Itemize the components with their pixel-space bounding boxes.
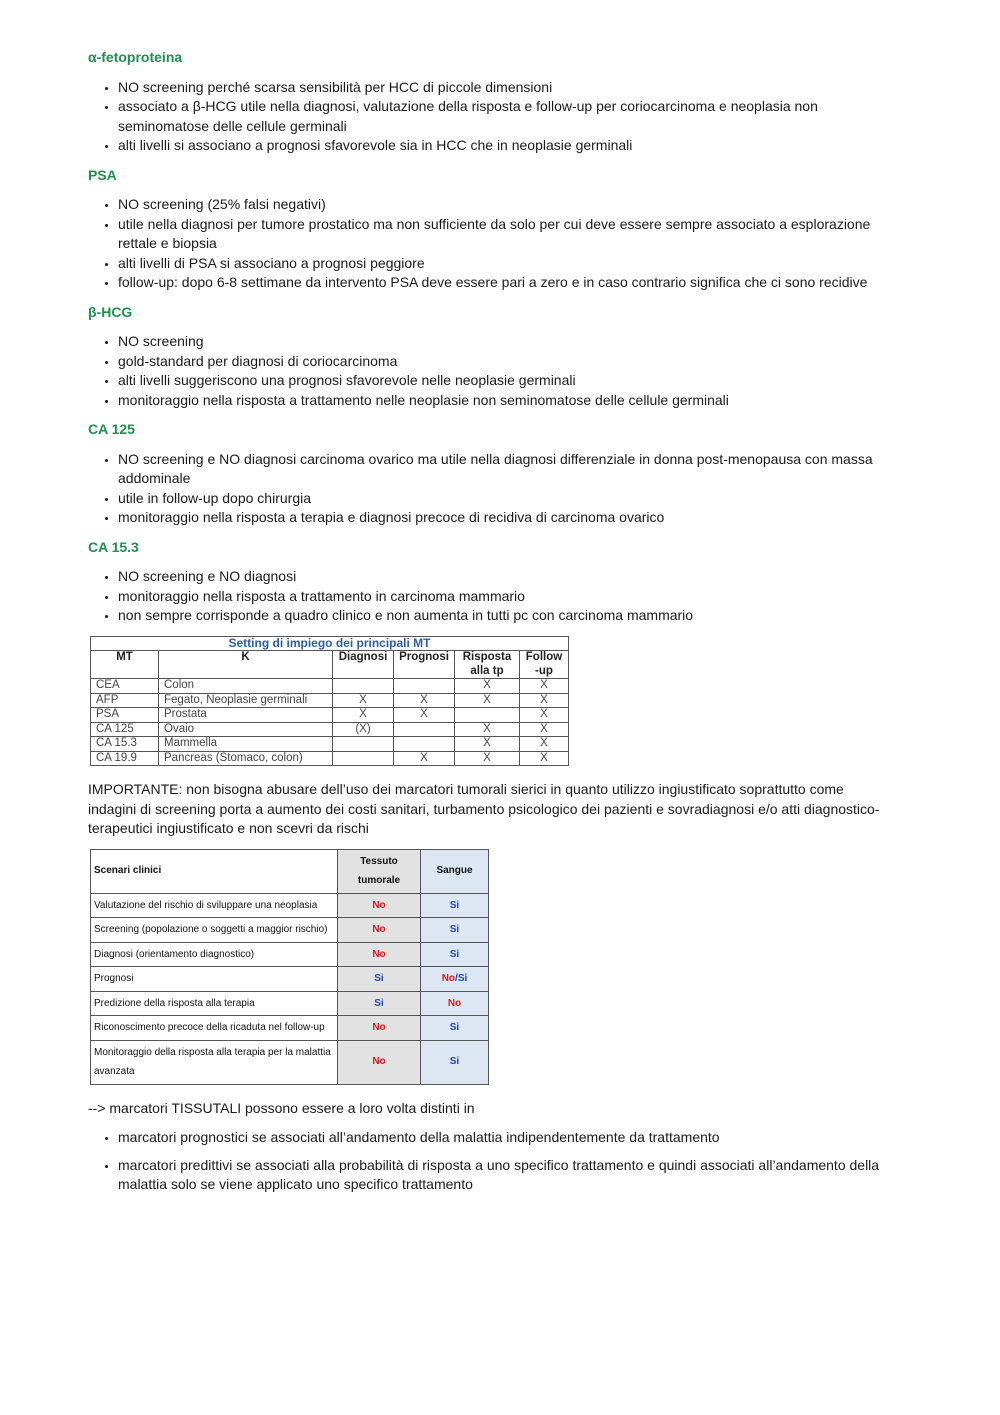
table-cell: X [520, 708, 569, 723]
table-cell [333, 751, 394, 766]
table-caption: Setting di impiego dei principali MT [91, 636, 569, 651]
column-header: Sangue [421, 849, 489, 893]
document-page [88, 44, 888, 1205]
list-item: • monitoraggio nella risposta a terapia e diagnosi precoce di recidiva di carcinoma ovarico [118, 508, 888, 528]
table-cell: Colon [159, 679, 333, 694]
clinical-scenarios-table [90, 849, 489, 1085]
list-item: • alti livelli si associano a prognosi sfavorevole sia in HCC che in neoplasie germinali [118, 136, 888, 156]
column-header: Follow -up [520, 651, 569, 679]
table-cell: Predizione della risposta alla terapia [91, 991, 338, 1016]
table-cell [333, 679, 394, 694]
list-item: • NO screening e NO diagnosi carcinoma ovarico ma utile nella diagnosi differenziale in donna post-menopausa con massa addominale [118, 450, 888, 489]
column-header: Diagnosi [333, 651, 394, 679]
column-header: Prognosi [394, 651, 455, 679]
table-cell: Si [421, 918, 489, 943]
table-cell: X [520, 737, 569, 752]
table-cell: Screening (popolazione o soggetti a maggior rischio) [91, 918, 338, 943]
table-cell: AFP [91, 693, 159, 708]
table-cell: No [338, 942, 421, 967]
table-cell: X [520, 679, 569, 694]
table-cell: No [338, 893, 421, 918]
no-part: No [441, 973, 456, 984]
table-cell: Ovaio [159, 722, 333, 737]
list-item: • associato a β-HCG utile nella diagnosi, valutazione della risposta e follow-up per coriocarcinoma e neoplasia non seminomatose delle cellule germinali [118, 97, 888, 136]
bullet-list-ca153 [88, 567, 888, 626]
column-header: MT [91, 651, 159, 679]
list-item: • NO screening (25% falsi negativi) [118, 195, 888, 215]
list-item: • NO screening [118, 332, 888, 352]
section-heading-ca153: CA 15.3 [88, 538, 139, 555]
section-heading-afp: α-fetoproteina [88, 49, 183, 65]
tissutali-intro: --> marcatori TISSUTALI possono essere a loro volta distinti in [88, 1099, 475, 1116]
table-cell [394, 722, 455, 737]
importante-paragraph: IMPORTANTE: non bisogna abusare dell’uso dei marcatori tumorali sierici in quanto utilizzo ingiustificato soprattutto come indagini di screening porta a aumento dei costi sanitari, turbamento psicologico dei pazienti e sovradiagnosi e/o atti diagnostico-terapeutici ingiustificato e non scevri da rischi [88, 781, 880, 836]
list-item: • follow-up: dopo 6-8 settimane da intervento PSA deve essere pari a zero e in caso contrario significa che ci sono recidive [118, 273, 888, 293]
table-cell: Si [421, 893, 489, 918]
list-item: • marcatori prognostici se associati all’andamento della malattia indipendentemente da trattamento [118, 1128, 888, 1148]
table-cell: Diagnosi (orientamento diagnostico) [91, 942, 338, 967]
table-cell: X [455, 751, 520, 766]
table-cell: X [394, 708, 455, 723]
table-row [91, 1040, 489, 1084]
table-cell: X [455, 679, 520, 694]
table-cell: X [455, 737, 520, 752]
table-cell [455, 708, 520, 723]
table-cell [333, 737, 394, 752]
bullet-list-bhcg [88, 332, 888, 410]
column-header: K [159, 651, 333, 679]
list-item: • monitoraggio nella risposta a trattamento nelle neoplasie non seminomatose delle cellule germinali [118, 391, 888, 411]
table-row [91, 893, 489, 918]
table-row [91, 751, 569, 766]
list-item: • monitoraggio nella risposta a trattamento in carcinoma mammario [118, 587, 888, 607]
list-item: • gold-standard per diagnosi di coriocarcinoma [118, 352, 888, 372]
table-header-row [91, 849, 489, 893]
table-cell: Valutazione del rischio di sviluppare una neoplasia [91, 893, 338, 918]
table-row [91, 942, 489, 967]
table-cell: Prognosi [91, 967, 338, 992]
list-item: • alti livelli suggeriscono una prognosi sfavorevole nelle neoplasie germinali [118, 371, 888, 391]
table-cell: X [394, 751, 455, 766]
table-cell: X [520, 693, 569, 708]
list-item: • NO screening perché scarsa sensibilità per HCC di piccole dimensioni [118, 78, 888, 98]
table-cell: Si [338, 967, 421, 992]
table-cell: CA 19.9 [91, 751, 159, 766]
list-item: • marcatori predittivi se associati alla probabilità di risposta a uno specifico trattamento e quindi associati all’andamento della malattia solo se viene applicato uno specifico trattamento [118, 1156, 888, 1195]
table-header-row [91, 651, 569, 679]
table-cell: X [455, 722, 520, 737]
table-row [91, 693, 569, 708]
bullet-list-ca125 [88, 450, 888, 528]
table-cell: (X) [333, 722, 394, 737]
table-cell: Riconoscimento precoce della ricaduta nel follow-up [91, 1016, 338, 1041]
list-item: • utile nella diagnosi per tumore prostatico ma non sufficiente da solo per cui deve essere sempre associato a esplorazione rettale e biopsia [118, 215, 888, 254]
table-cell: Si [421, 942, 489, 967]
table-row [91, 991, 489, 1016]
list-item: • utile in follow-up dopo chirurgia [118, 489, 888, 509]
table-row [91, 722, 569, 737]
table-cell: No [338, 1040, 421, 1084]
list-item: • NO screening e NO diagnosi [118, 567, 888, 587]
table-cell: No [421, 991, 489, 1016]
table-row [91, 679, 569, 694]
table-cell: PSA [91, 708, 159, 723]
table-cell: X [520, 722, 569, 737]
table-cell: Monitoraggio della risposta alla terapia per la malattia avanzata [91, 1040, 338, 1084]
table-cell: Si [421, 1040, 489, 1084]
table-row [91, 737, 569, 752]
table-cell: Prostata [159, 708, 333, 723]
table-cell: X [520, 751, 569, 766]
table-cell [394, 737, 455, 752]
table-cell: X [333, 708, 394, 723]
table-cell [394, 679, 455, 694]
table-cell: Fegato, Neoplasie germinali [159, 693, 333, 708]
section-heading-bhcg: β-HCG [88, 303, 133, 320]
table-cell-mixed [421, 967, 489, 992]
bullet-list-psa [88, 195, 888, 293]
table-cell: X [455, 693, 520, 708]
table-cell: X [333, 693, 394, 708]
table-cell: Si [421, 1016, 489, 1041]
mt-settings-table [90, 636, 569, 767]
bullet-list-afp [88, 78, 888, 156]
column-header: Risposta alla tp [455, 651, 520, 679]
table-cell: Pancreas (Stomaco, colon) [159, 751, 333, 766]
section-heading-ca125: CA 125 [88, 421, 135, 437]
list-item: • alti livelli di PSA si associano a prognosi peggiore [118, 254, 888, 274]
bullet-list-tissutali [88, 1128, 888, 1195]
table-cell: Si [338, 991, 421, 1016]
column-header: Tessuto tumorale [338, 849, 421, 893]
table-cell: Mammella [159, 737, 333, 752]
column-header: Scenari clinici [91, 849, 338, 893]
table-row [91, 918, 489, 943]
table-row [91, 967, 489, 992]
table-cell: CA 125 [91, 722, 159, 737]
table-cell: No [338, 918, 421, 943]
list-item: • non sempre corrisponde a quadro clinico e non aumenta in tutti pc con carcinoma mammario [118, 606, 888, 626]
table-row [91, 1016, 489, 1041]
table-row [91, 708, 569, 723]
table-cell: CEA [91, 679, 159, 694]
table-cell: CA 15.3 [91, 737, 159, 752]
table-cell: No [338, 1016, 421, 1041]
section-heading-psa: PSA [88, 166, 117, 183]
table-cell: X [394, 693, 455, 708]
si-part: /Si [455, 973, 468, 984]
